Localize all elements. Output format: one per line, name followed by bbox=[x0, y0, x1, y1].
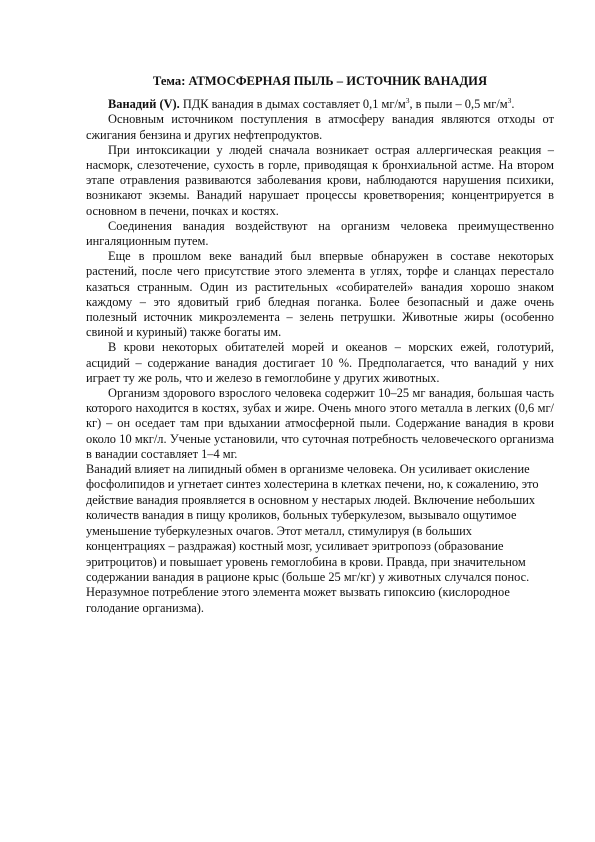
intro-lead: Ванадий (V). bbox=[108, 97, 180, 112]
paragraph-human-body: Организм здорового взрослого человека содержит 10–25 мг ванадия, большая часть которого находится в костях, зубах и жире. Очень много этого металла в легких (0,6 мг/кг) – он оседает там при вдыхании атмосферной пыли. Содержание ванадия в крови около 10 мкг/л. Ученые установили, что суточная потребность человеческого организма в ванадии составляет 1–4 мг. bbox=[86, 386, 554, 461]
paragraph-sources: Основным источником поступления в атмосферу ванадия являются отходы от сжигания бензина и других нефтепродуктов. bbox=[86, 112, 554, 142]
paragraph-sea-creatures: В крови некоторых обитателей морей и океанов – морских ежей, голотурий, асцидий – содержание ванадия достигает 10 %. Предполагается, что ванадий у них играет ту же роль, что и железо в гемоглобине у других животных. bbox=[86, 340, 554, 385]
intro-text-a: ПДК ванадия в дымах составляет 0,1 мг/м bbox=[179, 97, 406, 112]
paragraph-plants: Еще в прошлом веке ванадий был впервые обнаружен в составе некоторых растений, после чего присутствие этого элемента в углях, торфе и сланцах перестало казаться странным. Один из растительных «собирателей» ванадия хорошо знаком каждому – это ядовитый гриб бледная поганка. Более безопасный и даже очень полезный источник микроэлемента – зелень петрушки. Животные жиры (особенно свиной и куриный) также богаты им. bbox=[86, 249, 554, 340]
paragraph-intro bbox=[86, 97, 554, 112]
paragraph-intoxication: При интоксикации у людей сначала возникает острая аллергическая реакция – насморк, слезотечение, сухость в горле, приводящая к бронхиальной астме. На втором этапе отравления развиваются заболевания крови, наблюдаются нарушения психики, возникают экземы. Ванадий нарушает процессы кроветворения; концентрируется в основном в печени, почках и костях. bbox=[86, 142, 554, 218]
intro-sup-a: 3 bbox=[405, 96, 410, 106]
intro-text-c: . bbox=[511, 97, 515, 112]
paragraph-lipid-metabolism: Ванадий влияет на липидный обмен в организме человека. Он усиливает окисление фосфолипидов и угнетает синтез холестерина в клетках печени, но, к сожалению, это действие ванадия проявляется в основном у нестарых людей. Включение небольших количеств ванадия в пищу кроликов, больных туберкулезом, вызывало ощутимое уменьшение туберкулезных очагов. Этот металл, стимулируя (в больших концентрациях – раздражая) костный мозг, усиливает эритропоэз (образование эритроцитов) и повышает уровень гемоглобина в крови. Правда, при значительном содержании ванадия в рационе крыс (больше 25 мг/кг) у животных случался понос. Неразумное потребление этого элемента может вызвать гипоксию (кислородное голодание организма). bbox=[86, 462, 539, 615]
document-title: Тема: АТМОСФЕРНАЯ ПЫЛЬ – ИСТОЧНИК ВАНАДИЯ bbox=[152, 74, 488, 88]
intro-text-b: , в пыли – 0,5 мг/м bbox=[409, 97, 508, 112]
document-page bbox=[86, 74, 554, 616]
intro-sup-b: 3 bbox=[507, 96, 512, 106]
paragraph-inhalation: Соединения ванадия воздействуют на организм человека преимущественно ингаляционным путем. bbox=[86, 218, 554, 249]
